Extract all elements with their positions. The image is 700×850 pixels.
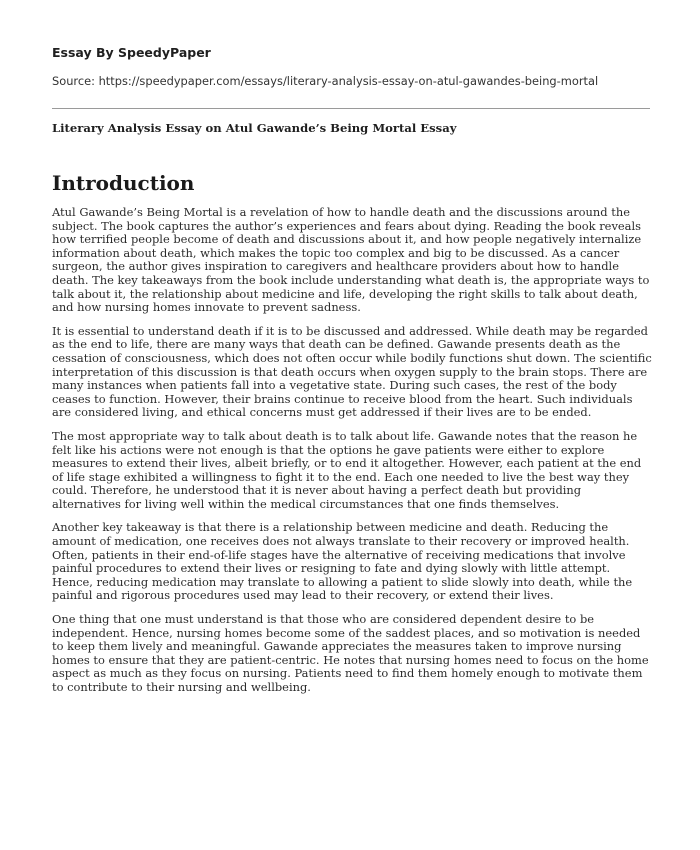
source-url: Source: https://speedypaper.com/essays/literary-analysis-essay-on-atul-gawandes-being-mortal <box>52 74 599 88</box>
paragraph: The most appropriate way to talk about death is to talk about life. Gawande notes that the reason he felt like his actions were not enough is that the options he gave patients were either to explore measures to extend their lives, albeit briefly, or to end it altogether. However, each patient at the end of life stage exhibited a willingness to fight it to the end. Each one needed to live the best way they could. Therefore, he understood that it is never about having a perfect death but providing alternatives for living well within the medical circumstances that one finds themselves. <box>52 428 642 511</box>
paragraph: Another key takeaway is that there is a relationship between medicine and death. Reducing the amount of medication, one receives does not always translate to their recovery or improved health. Often, patients in their end-of-life stages have the alternative of receiving medications that involve painful procedures to extend their lives or resigning to fate and dying slowly with little attempt. Hence, reducing medication may translate to allowing a patient to slide slowly into death, while the painful and rigorous procedures used may lead to their recovery, or extend their lives. <box>52 520 633 603</box>
paragraph: One thing that one must understand is that those who are considered dependent desire to be independent. Hence, nursing homes become some of the saddest places, and so motivation is needed to keep them lively and meaningful. Gawande appreciates the measures taken to improve nursing homes to ensure that they are patient-centric. He notes that nursing homes need to focus on the home aspect as much as they focus on nursing. Patients need to find them homely enough to motivate them to contribute to their nursing and wellbeing. <box>52 612 649 694</box>
section-heading: Introduction <box>52 171 195 195</box>
essay-body <box>52 206 652 705</box>
header-divider <box>52 108 650 109</box>
paragraph: It is essential to understand death if it is to be discussed and addressed. While death may be regarded as the end to life, there are many ways that death can be defined. Gawande presents death as the cessation of consciousness, which does not often occur while bodily functions shut down. The scientific interpretation of this discussion is that death occurs when oxygen supply to the brain stops. There are many instances when patients fall into a vegetative state. During such cases, the rest of the body ceases to function. However, their brains continue to receive blood from the heart. Such individuals are considered living, and ethical concerns must get addressed if their lives are to be ended. <box>52 323 652 420</box>
document-header-title: Essay By SpeedyPaper <box>52 45 211 60</box>
paragraph: Atul Gawande’s Being Mortal is a revelation of how to handle death and the discussions around the subject. The book captures the author’s experiences and fears about dying. Reading the book reveals how terrified people become of death and discussions about it, and how people negatively internalize information about death, which makes the topic too complex and big to be discussed. As a cancer surgeon, the author gives inspiration to caregivers and healthcare providers about how to handle death. The key takeaways from the book include understanding what death is, the appropriate ways to talk about it, the relationship about medicine and life, developing the right skills to talk about death, and how nursing homes innovate to prevent sadness. <box>52 205 650 315</box>
essay-title: Literary Analysis Essay on Atul Gawande’s Being Mortal Essay <box>52 121 457 135</box>
